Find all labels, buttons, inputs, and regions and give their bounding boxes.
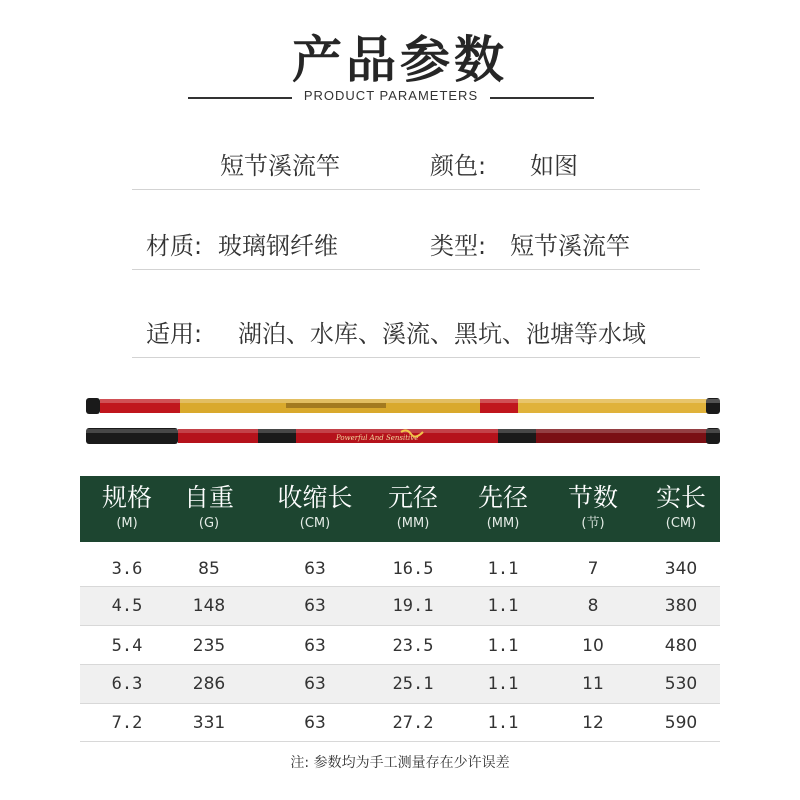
type-value: 短节溪流竿 bbox=[510, 232, 630, 260]
footer-note: 注: 参数均为手工测量存在少许误差 bbox=[290, 755, 510, 771]
type-label: 类型: bbox=[430, 232, 487, 260]
th-tip-diameter: 先径 (MM) bbox=[477, 483, 528, 531]
row-divider bbox=[132, 269, 700, 270]
table-divider bbox=[80, 625, 720, 626]
row-divider bbox=[132, 357, 700, 358]
rod-red bbox=[86, 428, 720, 444]
cell-sections: 10 bbox=[582, 636, 604, 656]
cell-butt-diameter: 19.1 bbox=[392, 596, 434, 616]
page-subtitle: PRODUCT PARAMETERS bbox=[303, 88, 479, 103]
table-row bbox=[80, 550, 720, 588]
product-name: 短节溪流竿 bbox=[220, 152, 340, 180]
cell-weight: 331 bbox=[192, 713, 226, 733]
th-butt-diameter: 元径 (MM) bbox=[387, 483, 438, 531]
cell-butt-diameter: 16.5 bbox=[392, 559, 434, 579]
cell-actual-length: 530 bbox=[664, 674, 698, 694]
table-row bbox=[80, 587, 720, 625]
cell-sections: 7 bbox=[587, 559, 599, 579]
cell-weight: 85 bbox=[198, 559, 220, 579]
cell-spec: 7.2 bbox=[111, 713, 143, 733]
cell-spec: 4.5 bbox=[111, 596, 143, 616]
color-value: 如图 bbox=[530, 152, 578, 180]
material-value: 玻璃钢纤维 bbox=[218, 232, 338, 260]
spec-table-header bbox=[80, 476, 720, 542]
row-divider bbox=[132, 189, 700, 190]
table-row bbox=[80, 665, 720, 703]
usage-value: 湖泊、水库、溪流、黑坑、池塘等水域 bbox=[238, 320, 646, 348]
th-spec: 规格 (M) bbox=[101, 483, 152, 531]
cell-sections: 8 bbox=[587, 596, 599, 616]
th-closed-length: 收缩长 (CM) bbox=[277, 483, 353, 531]
info-row-material-type bbox=[132, 208, 700, 270]
color-label: 颜色: bbox=[430, 152, 487, 180]
cell-butt-diameter: 27.2 bbox=[392, 713, 434, 733]
cell-tip-diameter: 1.1 bbox=[487, 596, 519, 616]
cell-closed-length: 63 bbox=[304, 596, 326, 616]
cell-spec: 5.4 bbox=[111, 636, 143, 656]
cell-tip-diameter: 1.1 bbox=[487, 713, 519, 733]
th-sections: 节数 (节) bbox=[567, 483, 618, 531]
product-rods-image bbox=[86, 394, 726, 450]
cell-butt-diameter: 25.1 bbox=[392, 674, 434, 694]
usage-label: 适用: bbox=[146, 320, 203, 348]
cell-actual-length: 380 bbox=[664, 596, 698, 616]
th-weight: 自重 (G) bbox=[183, 483, 234, 531]
cell-tip-diameter: 1.1 bbox=[487, 674, 519, 694]
subtitle-block bbox=[188, 88, 594, 108]
cell-closed-length: 63 bbox=[304, 559, 326, 579]
info-row-name-color bbox=[132, 128, 700, 190]
cell-tip-diameter: 1.1 bbox=[487, 636, 519, 656]
cell-closed-length: 63 bbox=[304, 636, 326, 656]
cell-sections: 11 bbox=[582, 674, 604, 694]
cell-weight: 235 bbox=[192, 636, 226, 656]
cell-closed-length: 63 bbox=[304, 674, 326, 694]
cell-actual-length: 480 bbox=[664, 636, 698, 656]
table-row bbox=[80, 627, 720, 665]
cell-spec: 6.3 bbox=[111, 674, 143, 694]
cell-actual-length: 340 bbox=[664, 559, 698, 579]
cell-weight: 148 bbox=[192, 596, 226, 616]
table-row bbox=[80, 704, 720, 742]
material-label: 材质: bbox=[146, 232, 203, 260]
cell-butt-diameter: 23.5 bbox=[392, 636, 434, 656]
cell-tip-diameter: 1.1 bbox=[487, 559, 519, 579]
th-actual-length: 实长 (CM) bbox=[655, 483, 706, 531]
info-row-usage bbox=[132, 296, 700, 358]
rod-gold bbox=[86, 398, 720, 414]
cell-weight: 286 bbox=[192, 674, 226, 694]
cell-spec: 3.6 bbox=[111, 559, 143, 579]
rod-script-text: Powerful And Sensitive bbox=[336, 434, 419, 442]
cell-actual-length: 590 bbox=[664, 713, 698, 733]
cell-closed-length: 63 bbox=[304, 713, 326, 733]
table-divider bbox=[80, 741, 720, 742]
page-title: 产品参数 bbox=[292, 31, 508, 89]
cell-sections: 12 bbox=[582, 713, 604, 733]
